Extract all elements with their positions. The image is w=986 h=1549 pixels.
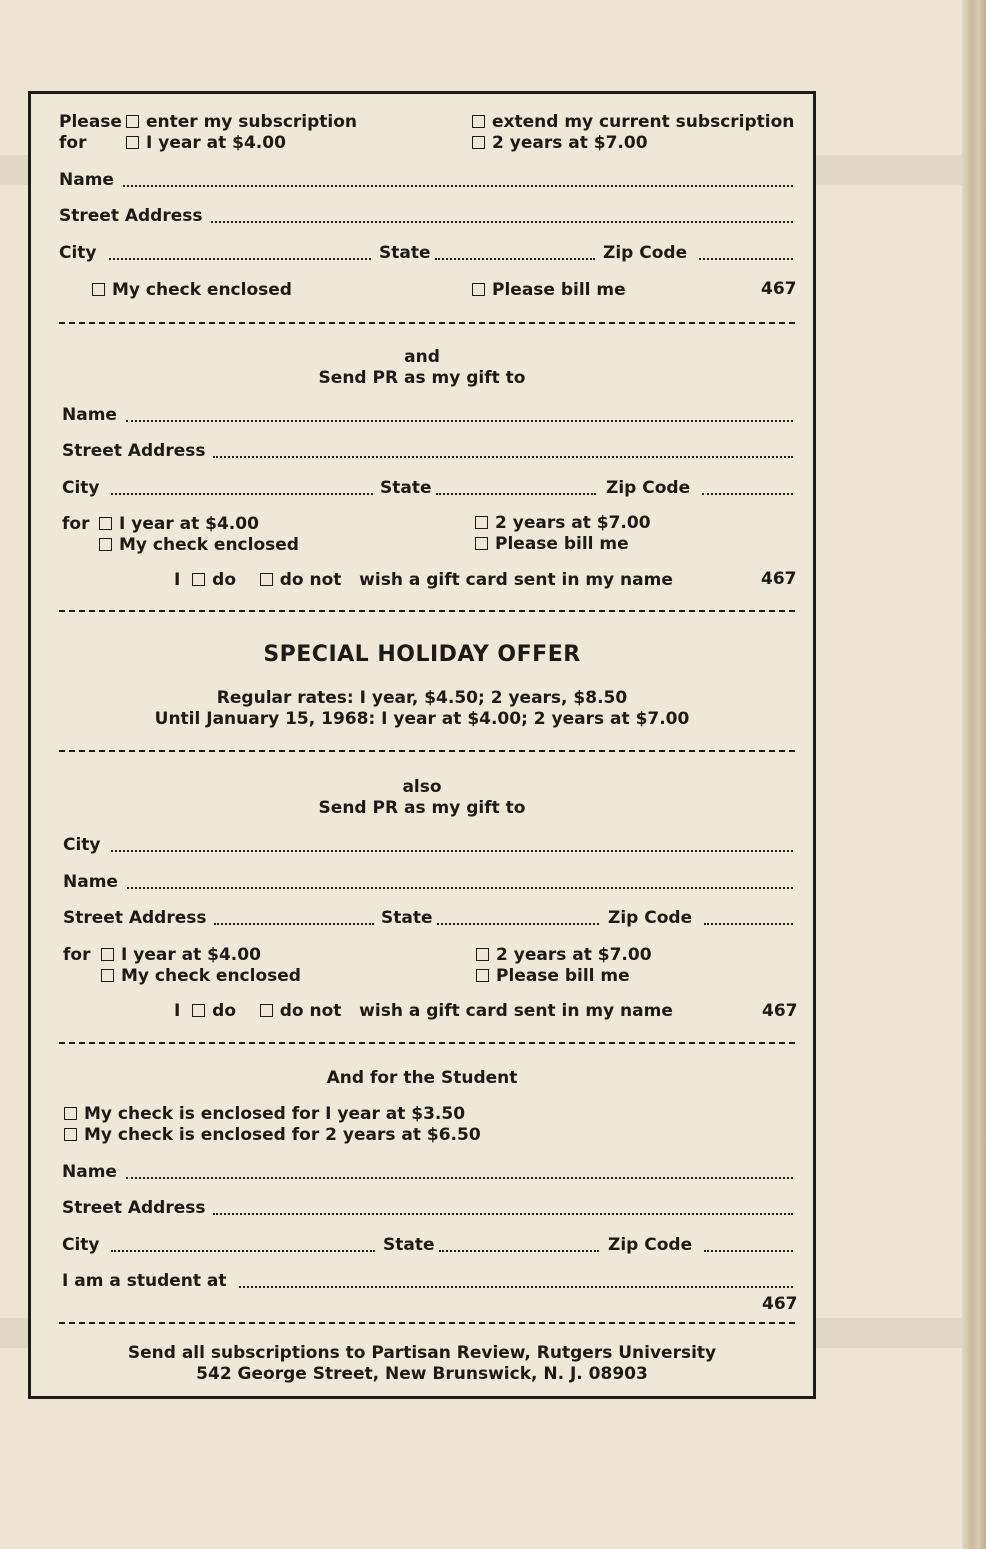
gift2-zip-field[interactable]	[704, 923, 793, 925]
student-two-years-checkbox[interactable]	[64, 1128, 77, 1141]
gift-city-field[interactable]	[111, 493, 373, 495]
cut-line	[59, 750, 795, 752]
gift-one-year-option[interactable]	[99, 514, 259, 534]
gift-card-do-not-label: do not	[279, 570, 342, 590]
student-school-field[interactable]	[239, 1286, 793, 1288]
gift-bill-label: Please bill me	[495, 534, 629, 554]
one-year-option[interactable]	[126, 133, 286, 153]
student-one-year-option[interactable]	[64, 1104, 465, 1124]
bill-me-checkbox[interactable]	[472, 283, 485, 296]
gift-zip-field[interactable]	[702, 493, 793, 495]
gift2-for-label: for	[63, 945, 91, 965]
student-zip-label: Zip Code	[608, 1235, 693, 1255]
student-one-year-label: My check is enclosed for I year at $3.50	[84, 1104, 466, 1124]
gift2-two-years-label: 2 years at $7.00	[496, 945, 652, 965]
regular-rates: Regular rates: I year, $4.50; 2 years, $8.50	[216, 688, 628, 708]
gift2-state-label: State	[381, 908, 433, 928]
gift-two-years-checkbox[interactable]	[475, 516, 488, 529]
gift-two-years-option[interactable]	[475, 513, 651, 533]
cut-line	[59, 322, 795, 324]
mailing-instructions: Send all subscriptions to Partisan Review, Rutgers University	[127, 1343, 717, 1363]
gift-bill-option[interactable]	[475, 534, 629, 554]
extend-subscription-label: extend my current subscription	[492, 112, 795, 132]
gift2-name-label: Name	[63, 872, 118, 892]
mailing-address: 542 George Street, New Brunswick, N. J. 08903	[196, 1364, 648, 1384]
gift-card-i-label: I	[174, 570, 181, 590]
bill-me-label: Please bill me	[492, 280, 626, 300]
student-state-field[interactable]	[439, 1250, 599, 1252]
zip-code-label: Zip Code	[603, 243, 688, 263]
gift-check-option[interactable]	[99, 535, 299, 555]
gift2-name-field[interactable]	[127, 887, 793, 889]
gift2-card-do-label: do	[212, 1001, 237, 1021]
check-enclosed-option[interactable]	[92, 280, 292, 300]
gift-state-field[interactable]	[436, 493, 596, 495]
gift-name-label: Name	[62, 405, 117, 425]
gift-two-years-label: 2 years at $7.00	[495, 513, 651, 533]
gift2-two-years-option[interactable]	[476, 945, 652, 965]
state-label: State	[379, 243, 431, 263]
cut-line	[59, 1322, 795, 1324]
gift2-card-choice	[174, 1001, 673, 1021]
gift2-city-label: City	[63, 835, 101, 855]
city-field[interactable]	[109, 258, 371, 260]
form-code: 467	[761, 569, 797, 589]
form-code: 467	[762, 1001, 798, 1021]
gift-name-field[interactable]	[126, 420, 793, 422]
subscription-form	[28, 91, 816, 1399]
gift2-two-years-checkbox[interactable]	[476, 948, 489, 961]
gift2-card-do-not-label: do not	[279, 1001, 342, 1021]
gift2-check-checkbox[interactable]	[101, 969, 114, 982]
gift-card-choice	[174, 570, 673, 590]
student-school-label: I am a student at	[62, 1271, 227, 1291]
city-label: City	[59, 243, 97, 263]
student-state-label: State	[383, 1235, 435, 1255]
two-years-label: 2 years at $7.00	[492, 133, 648, 153]
street-address-field[interactable]	[211, 221, 793, 223]
gift-check-label: My check enclosed	[119, 535, 299, 555]
gift2-zip-label: Zip Code	[608, 908, 693, 928]
for-label: for	[59, 133, 87, 153]
student-two-years-label: My check is enclosed for 2 years at $6.50	[84, 1125, 481, 1145]
student-city-field[interactable]	[111, 1250, 375, 1252]
holiday-rates: Until January 15, 1968: I year at $4.00; 2 years at $7.00	[154, 709, 690, 729]
student-name-label: Name	[62, 1162, 117, 1182]
street-address-label: Street Address	[59, 206, 203, 226]
gift2-card-do-checkbox[interactable]	[192, 1004, 205, 1017]
student-street-field[interactable]	[213, 1213, 793, 1215]
and-label: and	[404, 347, 440, 367]
student-street-label: Street Address	[62, 1198, 206, 1218]
enter-subscription-checkbox[interactable]	[126, 115, 139, 128]
send-gift-heading-2: Send PR as my gift to	[318, 798, 526, 818]
two-years-option[interactable]	[472, 133, 648, 153]
form-code: 467	[762, 1294, 798, 1314]
gift-state-label: State	[380, 478, 432, 498]
gift2-street-field[interactable]	[214, 923, 374, 925]
also-label: also	[402, 777, 442, 797]
check-enclosed-label: My check enclosed	[112, 280, 292, 300]
please-label: Please	[59, 112, 122, 132]
gift-one-year-checkbox[interactable]	[99, 517, 112, 530]
state-field[interactable]	[435, 258, 595, 260]
student-city-label: City	[62, 1235, 100, 1255]
gift2-bill-checkbox[interactable]	[476, 969, 489, 982]
gift-check-checkbox[interactable]	[99, 538, 112, 551]
gift-bill-checkbox[interactable]	[475, 537, 488, 550]
check-enclosed-checkbox[interactable]	[92, 283, 105, 296]
gift-street-field[interactable]	[213, 456, 793, 458]
gift2-bill-label: Please bill me	[496, 966, 630, 986]
bill-me-option[interactable]	[472, 280, 626, 300]
student-two-years-option[interactable]	[64, 1125, 481, 1145]
gift2-city-field[interactable]	[111, 850, 793, 852]
gift2-state-field[interactable]	[437, 923, 599, 925]
gift2-street-label: Street Address	[63, 908, 207, 928]
gift-card-do-label: do	[212, 570, 237, 590]
gift-one-year-label: I year at $4.00	[119, 514, 259, 534]
two-years-checkbox[interactable]	[472, 136, 485, 149]
zip-code-field[interactable]	[699, 258, 793, 260]
one-year-label: I year at $4.00	[146, 133, 286, 153]
page-edge	[962, 0, 986, 1549]
gift2-one-year-label: I year at $4.00	[121, 945, 261, 965]
extend-subscription-checkbox[interactable]	[472, 115, 485, 128]
gift-city-label: City	[62, 478, 100, 498]
enter-subscription-option[interactable]	[126, 112, 357, 132]
cut-line	[59, 1042, 795, 1044]
gift2-card-i-label: I	[174, 1001, 181, 1021]
name-label: Name	[59, 170, 114, 190]
name-field[interactable]	[123, 185, 793, 187]
student-heading: And for the Student	[326, 1068, 518, 1088]
gift-card-wish-label: wish a gift card sent in my name	[359, 570, 673, 590]
gift2-one-year-checkbox[interactable]	[101, 948, 114, 961]
enter-subscription-label: enter my subscription	[146, 112, 358, 132]
gift2-bill-option[interactable]	[476, 966, 630, 986]
gift-card-do-not-checkbox[interactable]	[260, 573, 273, 586]
extend-subscription-option[interactable]	[472, 112, 794, 132]
student-name-field[interactable]	[126, 1177, 793, 1179]
gift-zip-label: Zip Code	[606, 478, 691, 498]
gift2-one-year-option[interactable]	[101, 945, 261, 965]
gift-card-do-checkbox[interactable]	[192, 573, 205, 586]
gift2-check-label: My check enclosed	[121, 966, 301, 986]
student-one-year-checkbox[interactable]	[64, 1107, 77, 1120]
cut-line	[59, 610, 795, 612]
send-gift-heading: Send PR as my gift to	[318, 368, 526, 388]
gift-street-label: Street Address	[62, 441, 206, 461]
gift2-check-option[interactable]	[101, 966, 301, 986]
student-zip-field[interactable]	[704, 1250, 793, 1252]
form-code: 467	[761, 279, 797, 299]
gift2-card-wish-label: wish a gift card sent in my name	[359, 1001, 673, 1021]
one-year-checkbox[interactable]	[126, 136, 139, 149]
offer-title: SPECIAL HOLIDAY OFFER	[263, 642, 581, 667]
gift-for-label: for	[62, 514, 90, 534]
gift2-card-do-not-checkbox[interactable]	[260, 1004, 273, 1017]
